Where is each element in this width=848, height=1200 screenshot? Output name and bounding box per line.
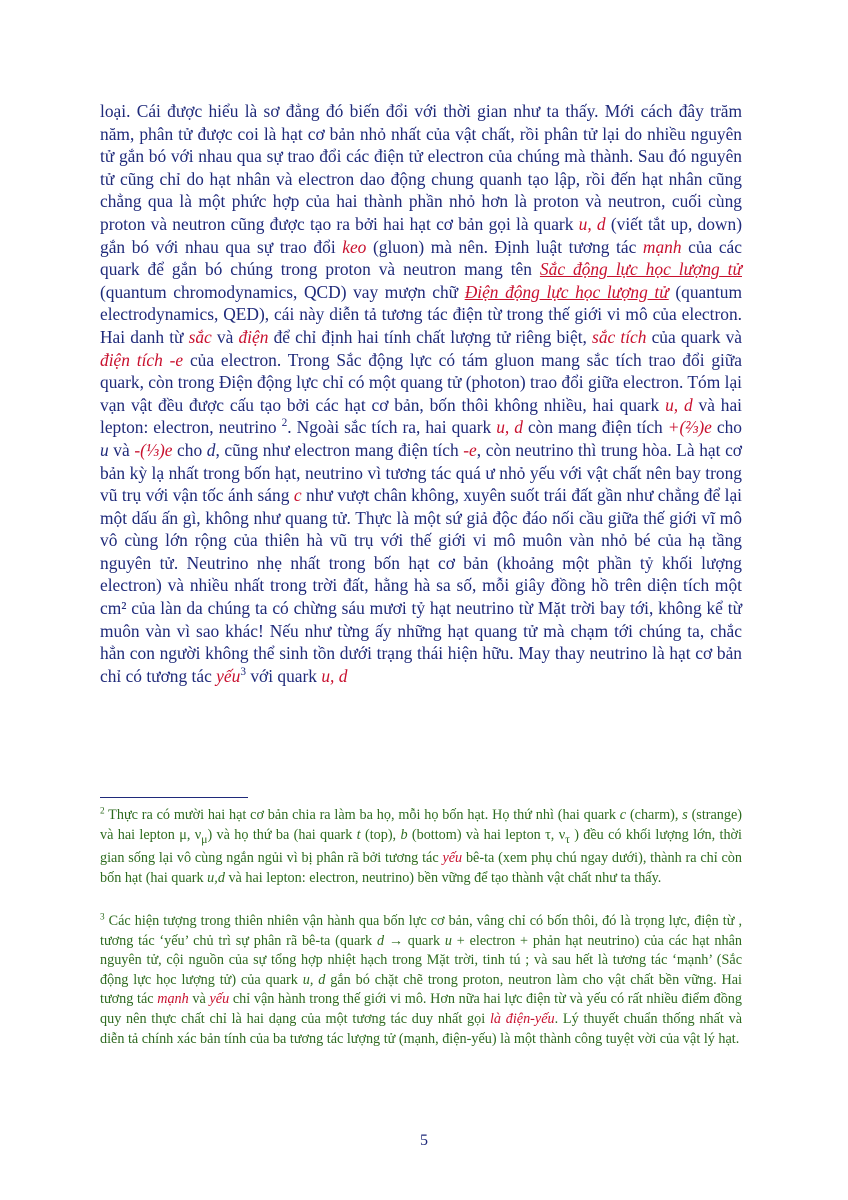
symbol: u — [444, 932, 452, 949]
text-run: (quantum chromodynamics, QCD) vay mượn chữ — [100, 281, 465, 302]
term-qcd: Sắc động lực học lượng tử — [539, 259, 742, 280]
text-run: và hai lepton: electron, neutrino — [100, 394, 742, 438]
text-run: loại. Cái được hiểu là sơ đẳng đó biến đổi với thời gian như ta thấy. Mới cách đây trăm năm, phân tử được coi là hạt cơ bản nhỏ nhất của vật chất, rồi phân tử lại do nhiều nguyên tử gắn bó với nhau qua sự trao đổi các điện tử electron của chúng mà thành. Sau đó nguyên tử cũng chỉ do hạt nhân và electron dao động chung quanh tạo lập, rồi đến hạt nhân cũng chẳng qua là một phức hợp của hai thành phần nhỏ hơn là proton và neutron, cuối cùng proton và neutron cũng được tạo ra bởi hai hạt cơ bản gọi là quark — [100, 101, 742, 234]
term-dien: điện — [238, 326, 269, 347]
text-run: chỉ vận hành trong thế giới vi mô. Hơn nữa hai lực điện từ và yếu có rất nhiều điểm đồng quy nên thực chất chỉ là hai dạng của một tương tác duy nhất gọi — [100, 991, 742, 1027]
text-run: (strange) và hai lepton μ, ν — [100, 807, 743, 843]
subscript: μ — [201, 831, 208, 846]
text-run: và hai lepton: electron, neutrino) bền vững để tạo thành vật chất như ta thấy. — [224, 869, 662, 886]
text-run: ) và họ thứ ba (hai quark — [207, 826, 357, 843]
symbol: c — [619, 807, 627, 823]
footnote-2 — [100, 806, 742, 888]
text-run: (top), — [360, 826, 401, 843]
text-run: như vượt chân không, xuyên suốt trái đất gần như chẳng để lại một dấu ấn gì, không như quang tử. Thực là một sứ giả độc đáo nối cầu giữa thế giới vĩ mô vô cùng lớn rộng của thiên hà vũ trụ với thế giới vi mô muôn vàn nhỏ bé của hạ tầng nguyên tử. Neutrino nhẹ nhất trong bốn hạt cơ bản (khoảng một phần tỷ khối lượng electron) và nhiều nhất trong trời đất, hằng hà sa số, mỗi giây đồng hồ trên diện tích một cm² của làn da chúng ta có chừng sáu mươi tỷ hạt neutrino từ Mặt trời bay tới, không kể từ muôn vàn vì sao khác! Nếu như từng ấy những hạt quang tử mà chạm tới chúng ta, chắc hẳn con người không thể sinh tồn dưới trạng thái hiện hữu. May thay neutrino là hạt cơ bản chỉ có tương tác — [100, 485, 742, 686]
text-run: với quark — [245, 665, 322, 686]
footnote-ref-3: 3 — [240, 666, 246, 679]
text-run: (bottom) và hai lepton τ, ν — [407, 826, 566, 843]
term-qed: Điện động lực học lượng tử — [464, 281, 669, 302]
symbol: d — [376, 932, 385, 949]
text-run: và — [211, 326, 239, 347]
text-run: còn mang điện tích — [522, 417, 668, 438]
text-run: để chỉ định hai tính chất lượng tử riêng biệt, — [268, 326, 593, 347]
symbol: t — [356, 826, 361, 843]
body-paragraph — [100, 100, 742, 687]
charge-minus-e: -e — [463, 439, 477, 460]
text-run: → quark — [384, 932, 445, 949]
term-keo: keo — [342, 236, 367, 257]
subscript: τ — [565, 831, 570, 846]
text-run: của quark và — [646, 326, 743, 347]
text-run: ) đều có khối lượng lớn, thời gian sống lại vô cùng ngắn ngủi vì bị phân rã bởi tương tác — [100, 826, 742, 867]
symbol: u,d — [207, 869, 225, 886]
text-run: cho — [172, 439, 207, 460]
term-manh: mạnh — [157, 991, 189, 1008]
text-run: , cũng như electron mang điện tích — [215, 439, 464, 460]
term-quark-ud: u, d — [496, 417, 523, 438]
term-quark-ud: u, d — [665, 394, 693, 415]
text-run: của các quark để gắn bó chúng trong proton và neutron mang tên — [100, 236, 742, 280]
text-run: của electron. Trong Sắc động lực có tám gluon mang sắc tích trao đổi giữa quark, còn trong Điện động lực chỉ có một quang tử (photon) trao đổi giữa electron. Tóm lại vạn vật đều được cấu tạo bởi các hạt cơ bản, bốn thôi không nhiều, hai quark — [100, 349, 743, 415]
text-run: bê-ta (xem phụ chú ngay dưới), thành ra chỉ còn bốn hạt (hai quark — [100, 850, 742, 886]
symbol-d: d — [206, 439, 216, 460]
term-quark-ud: u, d — [321, 665, 348, 686]
text-run: . Ngoài sắc tích ra, hai quark — [287, 417, 497, 438]
symbol-u: u — [100, 439, 109, 460]
footnote-3 — [100, 912, 742, 1049]
text-run: Các hiện tượng trong thiên nhiên vận hành qua bốn lực cơ bản, vâng chỉ có bốn thôi, đó là trọng lực, điện từ , tương tác ‘yếu’ chủ trì sự phân rã bê-ta (quark — [100, 913, 742, 949]
text-run: , còn neutrino thì trung hòa. Là hạt cơ bản kỳ lạ nhất trong bốn hạt, neutrino vì tương tác quá ư nhỏ yếu với vật chất nên bay trong vũ trụ với vận tốc ánh sáng — [100, 439, 742, 506]
term-yeu: yếu — [442, 850, 463, 867]
text-run: (quantum electrodynamics, QED), cái này diễn tả tương tác điện từ trong thế giới vi mô của electron. Hai danh từ — [100, 281, 742, 347]
footnote-separator — [100, 797, 248, 798]
text-run: gắn bó chặt chẽ trong proton, neutron làm cho vật chất bền vững. Hai tương tác — [100, 971, 742, 1008]
symbol-c: c — [293, 485, 302, 506]
term-yeu: yếu — [216, 665, 241, 686]
term-dien-yeu: là điện-yếu — [489, 1010, 555, 1027]
text-run: (charm), — [626, 807, 683, 823]
text-run: + electron + phản hạt neutrino) của các hạt nhân nguyên tử, cội nguồn của sự tổng hợp nhiệt hạch trong Mặt trời, tinh tú ; và sau hết là tương tác ‘mạnh’ (Sắc động lực học lượng tử) của quark — [100, 932, 742, 988]
term-dien-tich: điện tích -e — [100, 349, 184, 370]
charge-two-thirds: +(⅔)e — [667, 417, 712, 438]
symbol: b — [400, 826, 408, 843]
footnote-marker: 3 — [100, 911, 105, 922]
symbol: s — [682, 807, 688, 823]
term-yeu: yếu — [209, 991, 230, 1008]
charge-one-third: -(⅓)e — [134, 439, 173, 460]
text-run: và — [108, 439, 135, 460]
footnote-ref-2: 2 — [281, 417, 288, 430]
text-run: và — [188, 991, 210, 1008]
symbol: u, d — [302, 971, 326, 988]
term-manh: mạnh — [642, 236, 682, 257]
text-run: Thực ra có mười hai hạt cơ bản chia ra làm ba họ, mỗi họ bốn hạt. Họ thứ nhì (hai quark — [104, 807, 620, 823]
text-run: (viết tắt up, down) gắn bó với nhau qua sự trao đổi — [100, 213, 742, 257]
term-sac: sắc — [188, 326, 212, 347]
footnote-marker: 2 — [100, 805, 105, 816]
text-run: . Lý thuyết chuẩn thống nhất và diễn tả chính xác bản tính của ba tương tác lượng tử (mạnh, điện-yếu) là một thành công tuyệt vời của vật lý hạt. — [100, 1010, 743, 1047]
term-sac-tich: sắc tích — [592, 326, 647, 347]
text-run: cho — [711, 417, 742, 438]
term-quark-ud: u, d — [578, 213, 606, 234]
page-number: 5 — [420, 1132, 428, 1149]
text-run: (gluon) mà nên. Định luật tương tác — [366, 236, 643, 257]
